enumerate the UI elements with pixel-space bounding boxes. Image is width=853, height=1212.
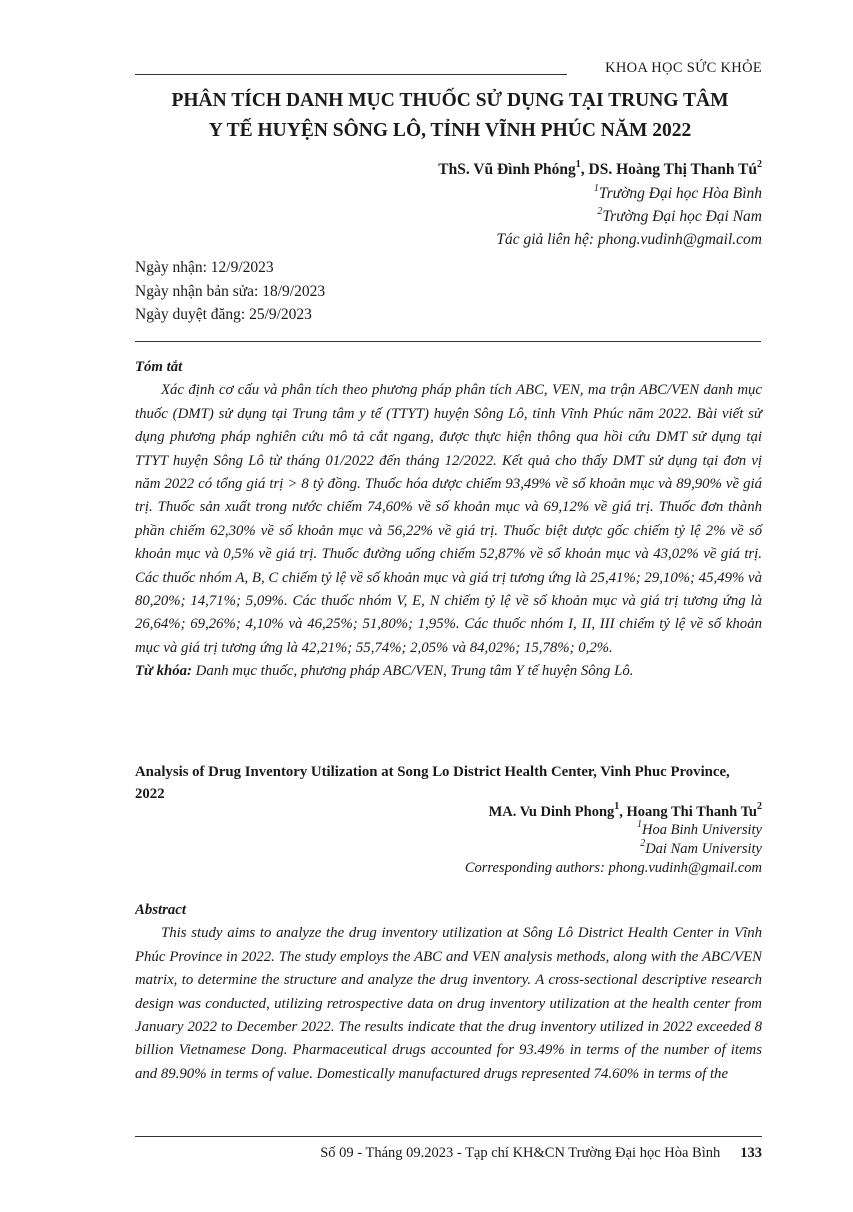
en-aff-2-sup: 2	[640, 838, 646, 850]
en-aff-1-text: Hoa Binh University	[641, 822, 762, 838]
aff-1-text: Trường Đại học Hòa Bình	[598, 185, 762, 202]
summary-text: Xác định cơ cấu và phân tích theo phương pháp phân tích ABC, VEN, ma trận ABC/VEN danh mục thuốc (DMT) sử dụng tại Trung tâm y tế (TTYT) huyện Sông Lô, tỉnh Vĩnh Phúc năm 2022. Bài viết sử dụng phương pháp nghiên cứu mô tả cắt ngang, được thực hiện thông qua hồi cứu DMT sử dụng tại TTYT huyện Sông Lô từ tháng 01/2022 đến tháng 12/2022. Kết quả cho thấy DMT sử dụng tại đơn vị năm 2022 có tổng giá trị > 8 tỷ đồng. Thuốc hóa dược chiếm 93,49% về số khoản mục và 89,90% về giá trị. Thuốc sản xuất trong nước chiếm 74,60% về số khoản mục và 69,12% về giá trị. Thuốc đơn thành phần chiếm 62,30% về số khoản mục và 56,22% về giá trị. Thuốc biệt dược gốc chiếm tỷ lệ 2% về số khoản mục và 0,5% về giá trị. Thuốc đường uống chiếm 52,87% về số khoản mục và 43,02% về giá trị. Các thuốc nhóm A, B, C chiếm tỷ lệ về số khoản mục và giá trị tương ứng là 25,41%; 29,10%; 45,49% và 80,20%; 14,71%; 5,09%. Các thuốc nhóm V, E, N chiếm tỷ lệ về số khoản mục và giá trị tương ứng là 26,64%; 69,26%; 4,10% và 46,25%; 51,80%; 1,95%. Các thuốc nhóm I, II, III chiếm tỷ lệ về số khoản mục và giá trị tương ứng là 42,21%; 55,74%; 2,05% và 84,02%; 15,78%; 0,2%.	[135, 382, 762, 656]
page-number: 133	[740, 1145, 762, 1161]
authors-vi	[438, 158, 762, 179]
en-affiliation-2	[640, 838, 762, 858]
en-author-1-sup: 1	[614, 801, 620, 813]
en-author-separator: ,	[619, 804, 627, 820]
keywords-text: Danh mục thuốc, phương pháp ABC/VEN, Trung tâm Y tế huyện Sông Lô.	[195, 663, 634, 680]
author-2-sup: 2	[757, 158, 762, 170]
section-tag: KHOA HỌC SỨC KHỎE	[605, 60, 762, 76]
article-title	[90, 86, 810, 146]
aff-2-text: Trường Đại học Đại Nam	[602, 208, 762, 225]
author-separator: ,	[580, 161, 589, 178]
en-affiliation-1	[636, 819, 762, 839]
en-aff-2-text: Dai Nam University	[645, 841, 762, 857]
date-accepted: Ngày duyệt đăng: 25/9/2023	[135, 306, 312, 323]
en-author-1: MA. Vu Dinh Phong	[488, 804, 615, 820]
abstract-heading: Abstract	[135, 902, 186, 918]
dates-block	[135, 256, 325, 327]
en-contact: Corresponding authors: phong.vudinh@gmail.com	[464, 860, 762, 876]
summary-heading: Tóm tắt	[135, 359, 183, 375]
summary-vi	[135, 356, 762, 684]
en-author-2: Hoang Thi Thanh Tu	[626, 804, 757, 820]
title-line-1: PHÂN TÍCH DANH MỤC THUỐC SỬ DỤNG TẠI TRUNG TÂM	[171, 90, 729, 111]
en-author-2-sup: 2	[757, 801, 762, 813]
section-divider	[135, 341, 761, 342]
contact-email: Tác giả liên hệ: phong.vudinh@gmail.com	[496, 231, 762, 248]
abstract-text: This study aims to analyze the drug inventory utilization at Sông Lô District Health Center in Vĩnh Phúc Province in 2022. The study employs the ABC and VEN analysis methods, along with the ABC/VEN matrix, to determine the structure and analyze the drug inventory. A cross-sectional descriptive research design was conducted, utilizing retrospective data on drug inventory utilization at the health center from January 2022 to December 2022. The results indicate that the drug inventory utilized in 2022 exceeded 8 billion Vietnamese Dong. Pharmaceutical drugs accounted for 93.49% in terms of the number of items and 89.90% in terms of value. Domestically manufactured drugs represented 74.60% in terms of the	[135, 925, 762, 1082]
date-received: Ngày nhận: 12/9/2023	[135, 259, 274, 276]
footer-rule	[135, 1136, 762, 1137]
aff-2-sup: 2	[597, 205, 603, 217]
abstract-en	[135, 899, 762, 1119]
en-aff-1-sup: 1	[636, 819, 642, 831]
english-title: Analysis of Drug Inventory Utilization at Song Lo District Health Center, Vinh Phuc Province, 2022	[135, 764, 730, 802]
journal-citation: Số 09 - Tháng 09.2023 - Tạp chí KH&CN Trường Đại học Hòa Bình	[320, 1145, 721, 1161]
title-line-2: Y TẾ HUYỆN SÔNG LÔ, TỈNH VĨNH PHÚC NĂM 2022	[208, 120, 692, 141]
author-2: DS. Hoàng Thị Thanh Tú	[588, 161, 757, 178]
affiliation-1	[593, 182, 762, 203]
keywords-label: Từ khóa:	[135, 663, 192, 680]
footer	[320, 1145, 762, 1162]
affiliation-2	[597, 205, 762, 226]
header-rule	[135, 74, 567, 75]
date-revised: Ngày nhận bản sửa: 18/9/2023	[135, 282, 326, 300]
keywords-line	[135, 660, 762, 683]
authors-en	[488, 801, 762, 821]
author-1-sup: 1	[575, 158, 581, 170]
aff-1-sup: 1	[593, 182, 599, 194]
author-1: ThS. Vũ Đình Phóng	[438, 161, 576, 178]
